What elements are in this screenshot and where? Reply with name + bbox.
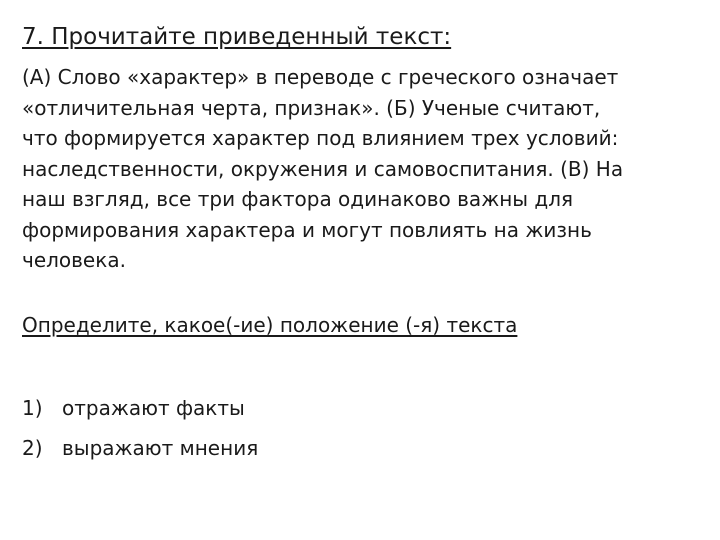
option-number: 2): [22, 436, 43, 460]
question-text: Определите, какое(-ие) положение (-я) текста: [22, 313, 518, 337]
passage-text: (А) Слово «характер» в переводе с греческого означает «отличительная черта, признак». (Б) Ученые считают, что формируется характер под влиянием трех условий: наследственности, окружения и самовоспитания. (В) На наш взгляд, все три фактора одинаково важны для формирования характера и могут повлиять на жизнь человека.: [22, 65, 624, 272]
option-item: [22, 428, 258, 468]
option-item: [22, 388, 258, 428]
option-label: отражают факты: [62, 396, 245, 420]
answer-options: [22, 388, 258, 468]
option-number: 1): [22, 396, 43, 420]
task-title: 7. Прочитайте приведенный текст:: [22, 24, 452, 50]
option-label: выражают мнения: [62, 436, 259, 460]
